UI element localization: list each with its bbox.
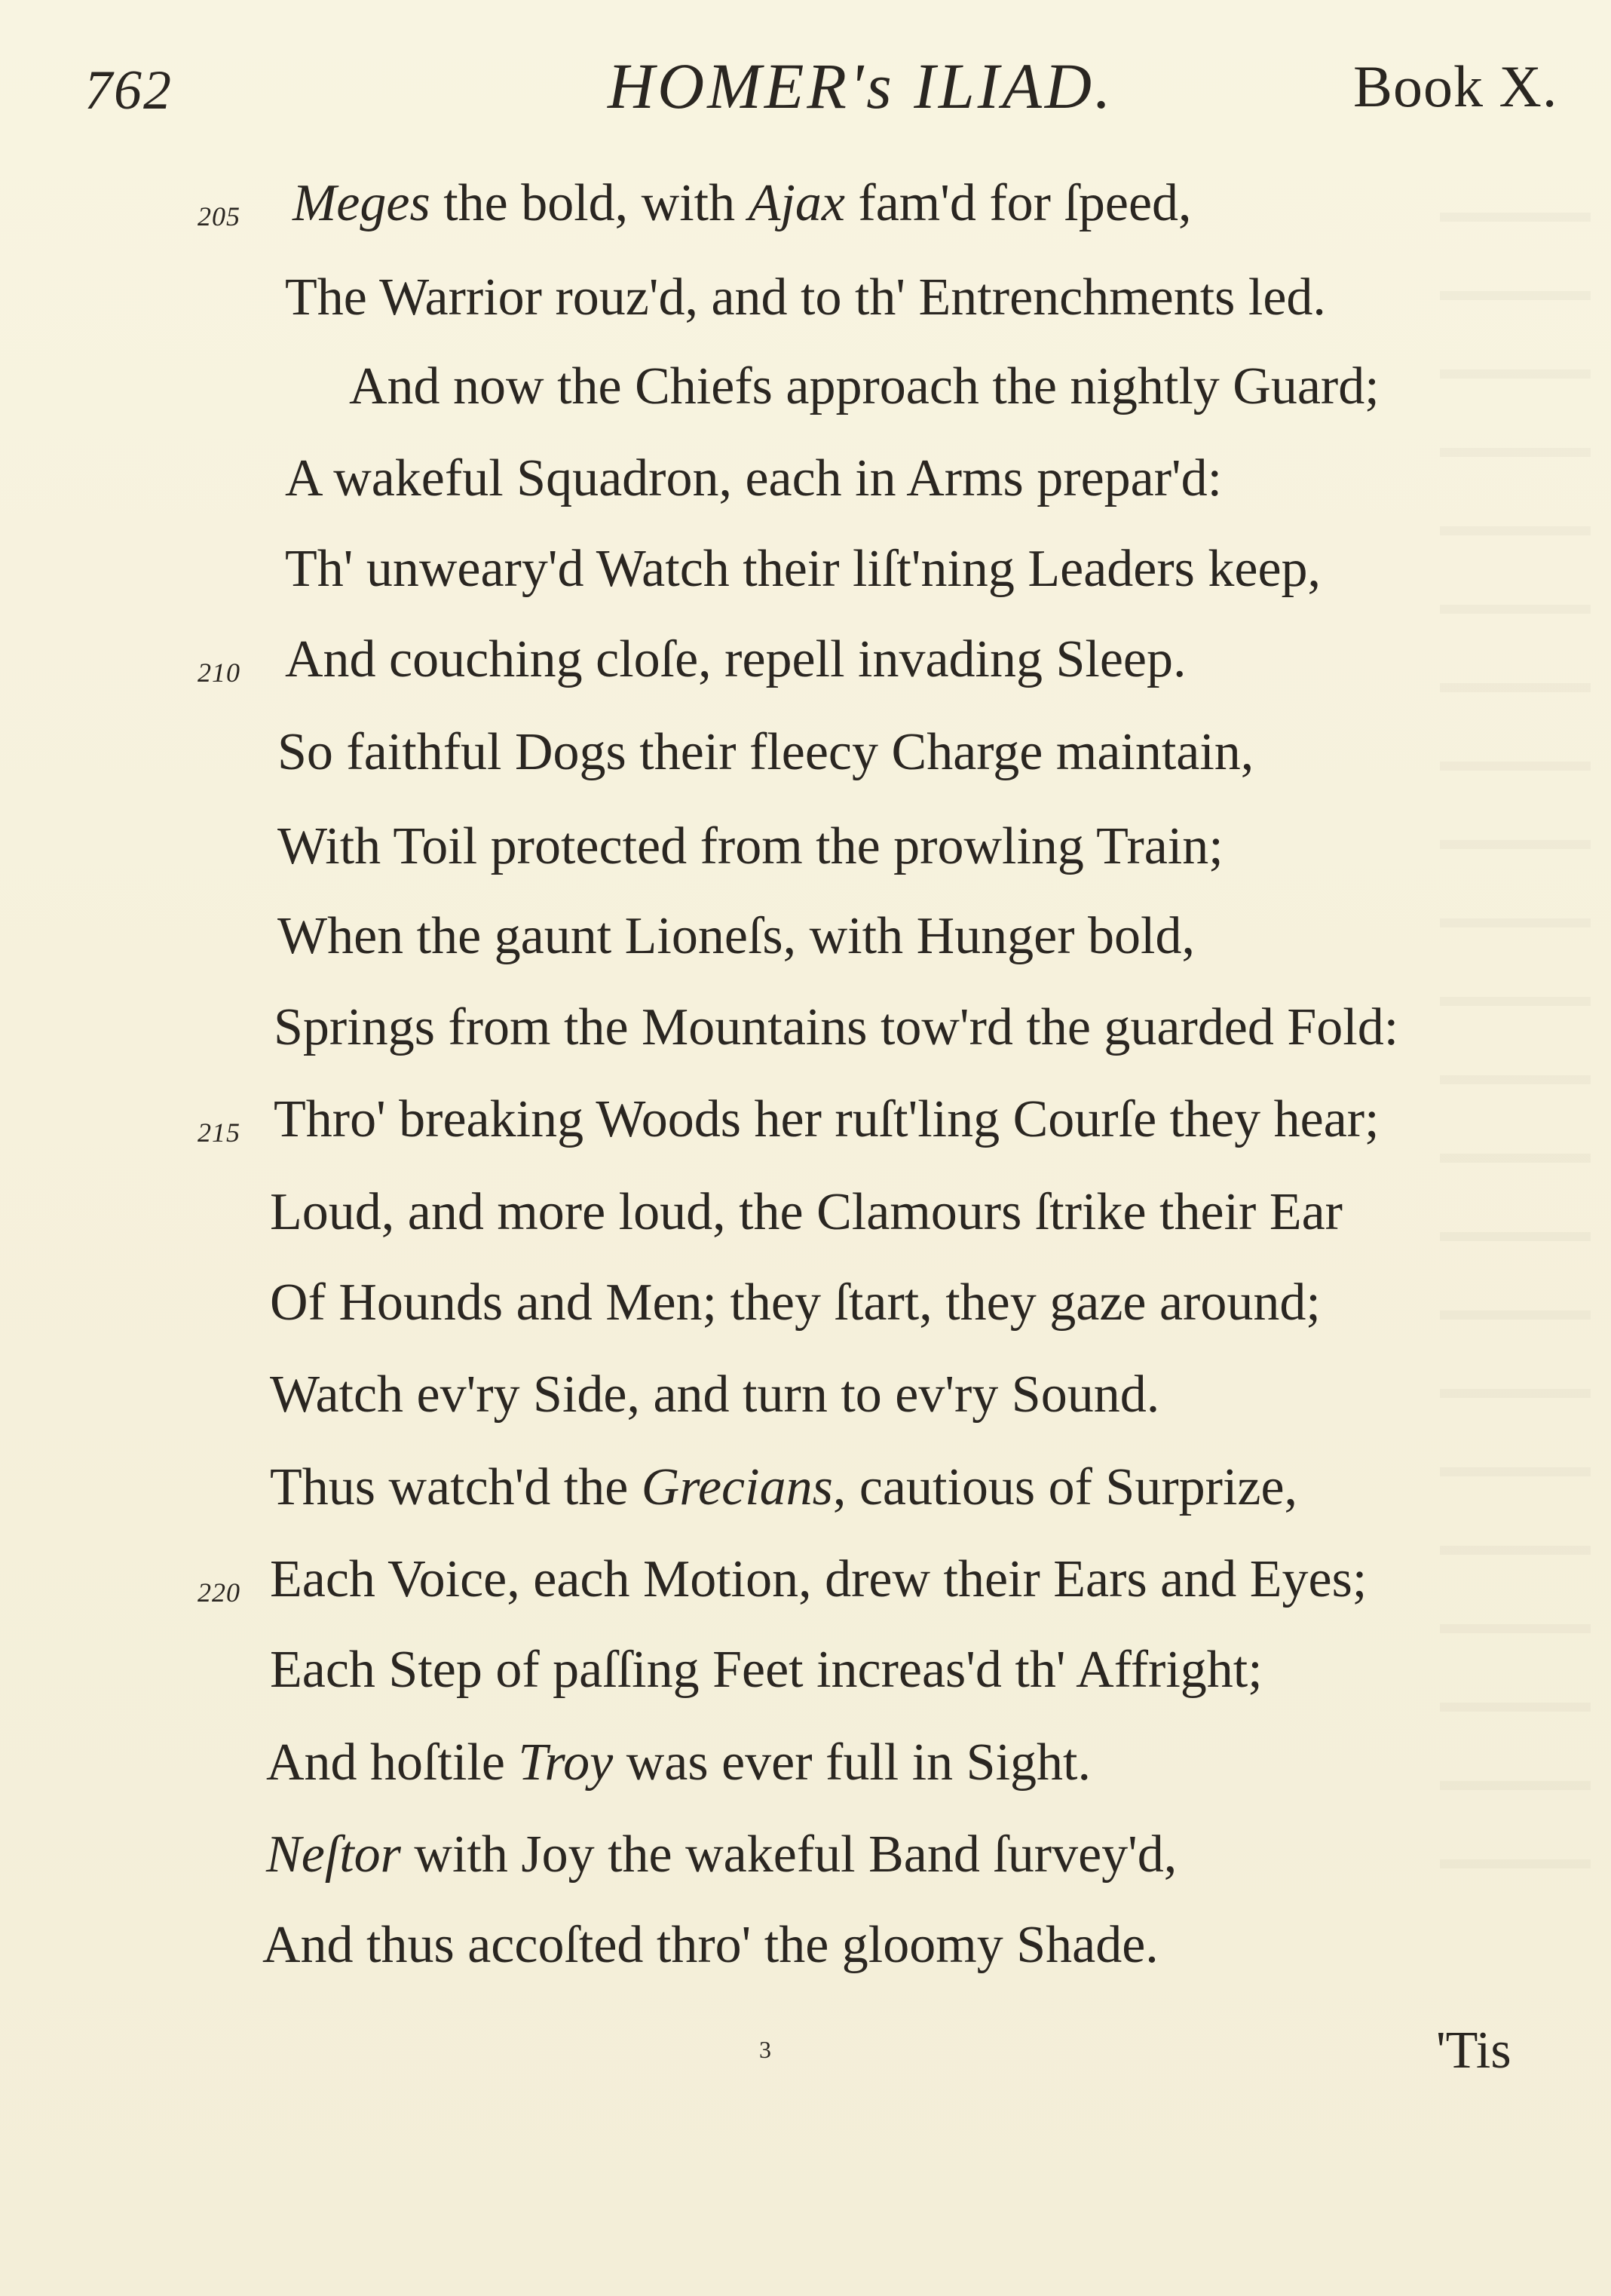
line-number: 210 bbox=[198, 658, 240, 688]
italic-proper-name: Neſtor bbox=[266, 1825, 401, 1884]
verse-text: with Joy the wakeful Band ſurvey'd, bbox=[400, 1825, 1178, 1884]
book-label: Book X. bbox=[1353, 54, 1558, 119]
verse-line bbox=[266, 1825, 1178, 1884]
line-number: 220 bbox=[198, 1577, 240, 1608]
catchword: 'Tis bbox=[1436, 2022, 1511, 2080]
verse-line bbox=[270, 1274, 1321, 1332]
verse-text: Watch ev'ry Side, and turn to ev'ry Sound. bbox=[270, 1366, 1160, 1424]
verse-line bbox=[277, 817, 1224, 875]
verse-text: , cautious of Surprize, bbox=[832, 1458, 1298, 1516]
verse-text: And hoſtile bbox=[266, 1733, 519, 1792]
verse-text: With Toil protected from the prowling Train; bbox=[277, 817, 1224, 875]
verse-text: And now the Chiefs approach the nightly Guard; bbox=[349, 357, 1380, 415]
show-through-text bbox=[1440, 143, 1591, 1878]
italic-proper-name: Troy bbox=[518, 1733, 614, 1792]
italic-proper-name: Ajax bbox=[748, 174, 845, 232]
page-number: 762 bbox=[84, 60, 173, 121]
verse-text: Of Hounds and Men; they ſtart, they gaze around; bbox=[270, 1274, 1321, 1332]
verse-line bbox=[270, 1366, 1160, 1424]
verse-line bbox=[266, 1733, 1091, 1792]
verse-text: The Warrior rouz'd, and to th' Entrenchments led. bbox=[285, 268, 1326, 326]
line-number: 205 bbox=[198, 201, 240, 231]
verse-line bbox=[262, 1916, 1159, 1974]
verse-line bbox=[285, 540, 1322, 598]
verse-text: Each Step of paſſing Feet increas'd th' Affright; bbox=[270, 1641, 1263, 1699]
verse-text: fam'd for ſpeed, bbox=[844, 174, 1192, 232]
verse-text: Springs from the Mountains tow'rd the guarded Fold: bbox=[274, 998, 1399, 1056]
italic-proper-name: Grecians bbox=[641, 1458, 833, 1516]
verse-text: the bold, with bbox=[430, 174, 749, 232]
verse-text: A wakeful Squadron, each in Arms prepar'd: bbox=[285, 449, 1223, 507]
verse-line bbox=[274, 998, 1399, 1056]
verse-text: Loud, and more loud, the Clamours ſtrike their Ear bbox=[270, 1183, 1343, 1241]
verse-text: When the gaunt Lioneſs, with Hunger bold, bbox=[277, 907, 1195, 965]
verse-line bbox=[274, 1090, 1380, 1148]
verse-line bbox=[285, 449, 1223, 507]
verse-text: Thro' breaking Woods her ruſt'ling Courſe they hear; bbox=[274, 1090, 1380, 1148]
verse-line bbox=[270, 1550, 1368, 1608]
verse-line bbox=[270, 1458, 1298, 1516]
line-number: 215 bbox=[198, 1117, 240, 1148]
verse-text: was ever full in Sight. bbox=[613, 1733, 1091, 1792]
verse-line bbox=[349, 357, 1380, 415]
verse-line bbox=[285, 630, 1187, 688]
verse-line bbox=[277, 907, 1195, 965]
verse-line bbox=[270, 1641, 1263, 1699]
verse-text: And couching cloſe, repell invading Sleep. bbox=[285, 630, 1187, 688]
signature-mark: 3 bbox=[759, 2036, 771, 2063]
verse-line bbox=[285, 268, 1326, 326]
verse-line bbox=[270, 1183, 1343, 1241]
verse-text: Thus watch'd the bbox=[270, 1458, 642, 1516]
verse-text: Th' unweary'd Watch their liſt'ning Leaders keep, bbox=[285, 540, 1322, 598]
verse-line bbox=[292, 174, 1192, 232]
italic-proper-name: Meges bbox=[292, 174, 430, 232]
verse-text: And thus accoſted thro' the gloomy Shade. bbox=[262, 1916, 1159, 1974]
verse-line bbox=[277, 723, 1254, 781]
verse-text: Each Voice, each Motion, drew their Ears and Eyes; bbox=[270, 1550, 1368, 1608]
verse-text: So faithful Dogs their fleecy Charge maintain, bbox=[277, 723, 1254, 781]
running-title: HOMER's ILIAD. bbox=[608, 50, 1114, 122]
